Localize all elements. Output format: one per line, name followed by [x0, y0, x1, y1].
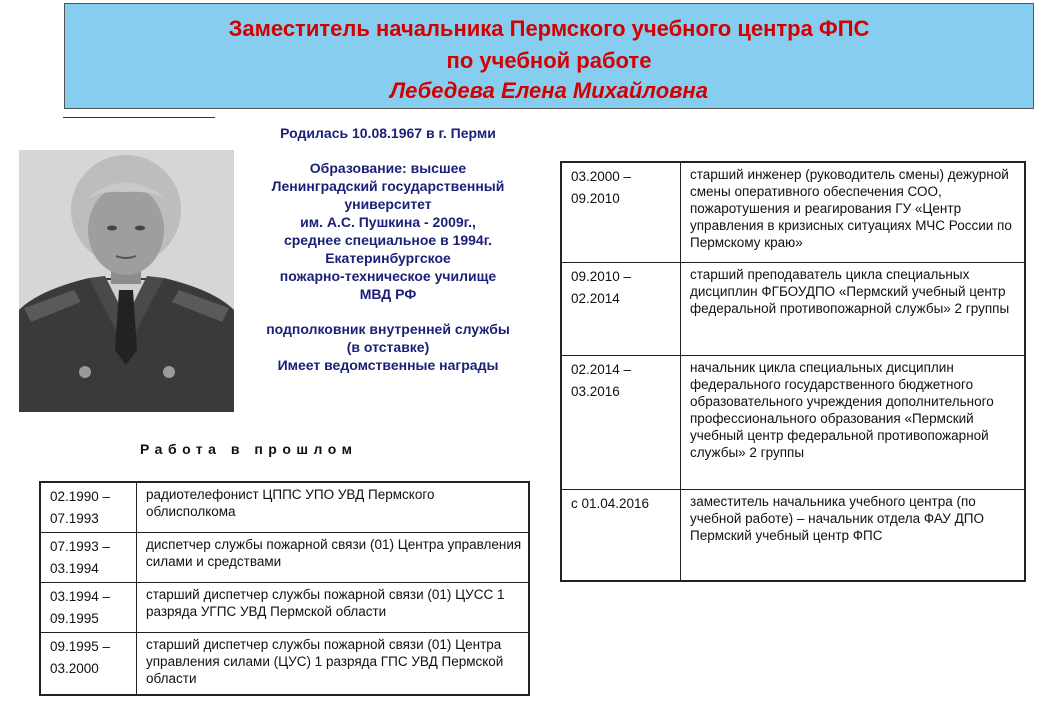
description-cell: радиотелефонист ЦППС УПО УВД Пермского облисполкома	[137, 482, 530, 533]
period-cell: 09.1995 – 03.2000	[40, 633, 137, 695]
birth-info: Родилась 10.08.1967 в г. Перми	[280, 125, 496, 141]
period-cell: с 01.04.2016	[561, 489, 681, 581]
rank-line: подполковник внутренней службы	[266, 321, 510, 337]
table-row	[561, 162, 1025, 262]
table-row	[40, 583, 529, 633]
divider	[63, 117, 215, 118]
portrait-photo	[19, 150, 234, 412]
table-row	[40, 533, 529, 583]
header-title-line2: по учебной работе	[446, 48, 652, 73]
description-cell: диспетчер службы пожарной связи (01) Центра управления силами и средствами	[137, 533, 530, 583]
description-cell: старший инженер (руководитель смены) дежурной смены оперативного обеспечения СОО, пожаротушения и реагирования ГУ «Центр управления в кризисных ситуациях МЧС России по Пермскому краю»	[681, 162, 1026, 262]
education-line: среднее специальное в 1994г.	[283, 232, 493, 248]
period-cell: 03.2000 – 09.2010	[561, 162, 681, 262]
past-work-table	[39, 481, 530, 696]
education-line: Образование: высшее	[309, 160, 467, 176]
education-line: МВД РФ	[359, 286, 417, 302]
description-cell: старший диспетчер службы пожарной связи (01) ЦУСС 1 разряда УГПС УВД Пермской области	[137, 583, 530, 633]
rank-line: Имеет ведомственные награды	[277, 357, 499, 373]
period-cell: 03.1994 – 09.1995	[40, 583, 137, 633]
header-person-name: Лебедева Елена Михайловна	[390, 78, 708, 103]
education-line: университет	[344, 196, 432, 212]
education-line: пожарно-техническое училище	[279, 268, 497, 284]
table-row	[40, 633, 529, 695]
period-cell: 07.1993 – 03.1994	[40, 533, 137, 583]
description-cell: старший преподаватель цикла специальных дисциплин ФГБОУДПО «Пермский учебный центр федеральной противопожарной службы» 2 группы	[681, 262, 1026, 355]
period-cell: 09.2010 – 02.2014	[561, 262, 681, 355]
education-line: Екатеринбургское	[325, 250, 451, 266]
table-row	[561, 489, 1025, 581]
education-line: им. А.С. Пушкина - 2009г.,	[300, 214, 476, 230]
description-cell: начальник цикла специальных дисциплин федерального государственного бюджетного образовательного учреждения дополнительного профессионального образования «Пермский учебный центр федеральной противопожарной службы» 2 группы	[681, 355, 1026, 489]
recent-work-table	[560, 161, 1026, 582]
table-row	[561, 355, 1025, 489]
header-banner	[64, 3, 1034, 109]
table-row	[40, 482, 529, 533]
description-cell: старший диспетчер службы пожарной связи (01) Центра управления силами (ЦУС) 1 разряда ГПС УВД Пермской области	[137, 633, 530, 695]
portrait-image	[19, 150, 234, 412]
period-cell: 02.1990 – 07.1993	[40, 482, 137, 533]
rank-line: (в отставке)	[346, 339, 430, 355]
biography	[243, 124, 533, 374]
education-line: Ленинградский государственный	[271, 178, 505, 194]
period-cell: 02.2014 – 03.2016	[561, 355, 681, 489]
header-title-line1: Заместитель начальника Пермского учебного центра ФПС	[228, 16, 870, 41]
past-work-title: Работа в прошлом	[140, 441, 358, 457]
table-row	[561, 262, 1025, 355]
description-cell: заместитель начальника учебного центра (по учебной работе) – начальник отдела ФАУ ДПО Пермский учебный центр ФПС	[681, 489, 1026, 581]
